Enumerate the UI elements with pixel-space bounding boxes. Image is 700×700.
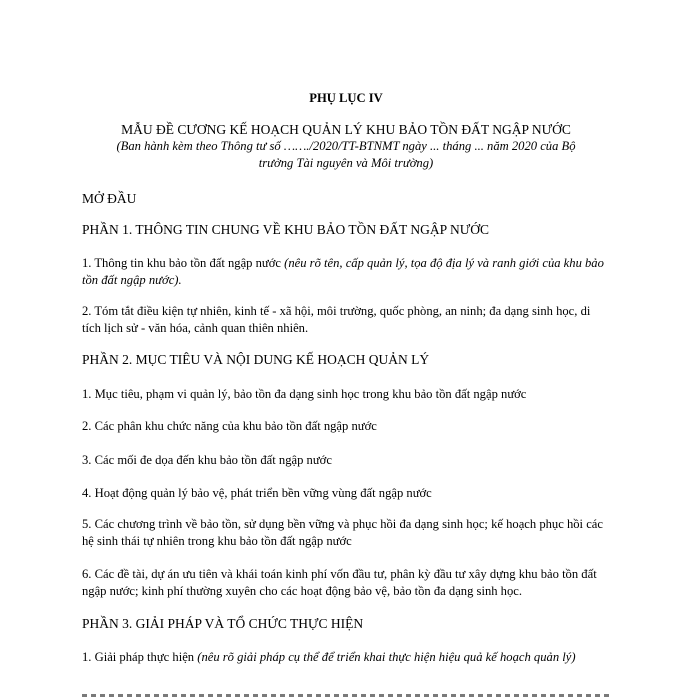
part3-item-1-note: (nêu rõ giải pháp cụ thể để triển khai thực hiện hiệu quả kế hoạch quản lý) xyxy=(197,650,576,664)
part2-item-1: 1. Mục tiêu, phạm vi quản lý, bảo tồn đa dạng sinh học trong khu bảo tồn đất ngập nước xyxy=(82,387,527,401)
intro-heading: MỞ ĐẦU xyxy=(82,191,137,206)
cut-off-next-line xyxy=(82,692,610,700)
document-title: MẪU ĐỀ CƯƠNG KẾ HOẠCH QUẢN LÝ KHU BẢO TỒN ĐẤT NGẬP NƯỚC xyxy=(121,122,571,137)
part1-item-1 xyxy=(82,255,610,289)
part1-item-1-text: 1. Thông tin khu bảo tồn đất ngập nước xyxy=(82,256,285,270)
appendix-label: PHỤ LỤC IV xyxy=(309,91,383,105)
part3-item-1-text: 1. Giải pháp thực hiện xyxy=(82,650,198,664)
part3-item-1 xyxy=(82,649,610,666)
subtitle-line-2: trưởng Tài nguyên và Môi trường) xyxy=(258,156,434,170)
subtitle-line-1: (Ban hành kèm theo Thông tư số ……./2020/TT-BTNMT ngày ... tháng ... năm 2020 của Bộ xyxy=(116,139,576,153)
document-subtitle xyxy=(82,138,610,172)
part2-item-2: 2. Các phân khu chức năng của khu bảo tồn đất ngập nước xyxy=(82,419,377,433)
part2-item-4: 4. Hoạt động quản lý bảo vệ, phát triển bền vững vùng đất ngập nước xyxy=(82,486,432,500)
part1-item-1-note: (nêu rõ tên, cấp quản lý, tọa độ địa lý và ranh giới của khu bảo tồn đất ngập nước). xyxy=(82,256,604,287)
part1-item-2: 2. Tóm tắt điều kiện tự nhiên, kinh tế - xã hội, môi trường, quốc phòng, an ninh; đa dạng sinh học, di tích lịch sử - văn hóa, cảnh quan thiên nhiên. xyxy=(82,304,591,335)
part1-heading: PHẦN 1. THÔNG TIN CHUNG VỀ KHU BẢO TỒN ĐẤT NGẬP NƯỚC xyxy=(82,222,489,237)
part2-item-6: 6. Các đề tài, dự án ưu tiên và khái toán kinh phí vốn đầu tư, phân kỳ đầu tư xây dựng khu bảo tồn đất ngập nước; kinh phí thường xuyên cho các hoạt động bảo vệ, bảo tồn đa dạng sinh học. xyxy=(82,567,597,598)
part2-heading: PHẦN 2. MỤC TIÊU VÀ NỘI DUNG KẾ HOẠCH QUẢN LÝ xyxy=(82,352,430,367)
part2-item-3: 3. Các mối đe dọa đến khu bảo tồn đất ngập nước xyxy=(82,453,332,467)
part2-item-5: 5. Các chương trình về bảo tồn, sử dụng bền vững và phục hồi đa dạng sinh học; kế hoạch phục hồi các hệ sinh thái tự nhiên trong khu bảo tồn đất ngập nước xyxy=(82,517,603,548)
part3-heading: PHẦN 3. GIẢI PHÁP VÀ TỔ CHỨC THỰC HIỆN xyxy=(82,616,364,631)
